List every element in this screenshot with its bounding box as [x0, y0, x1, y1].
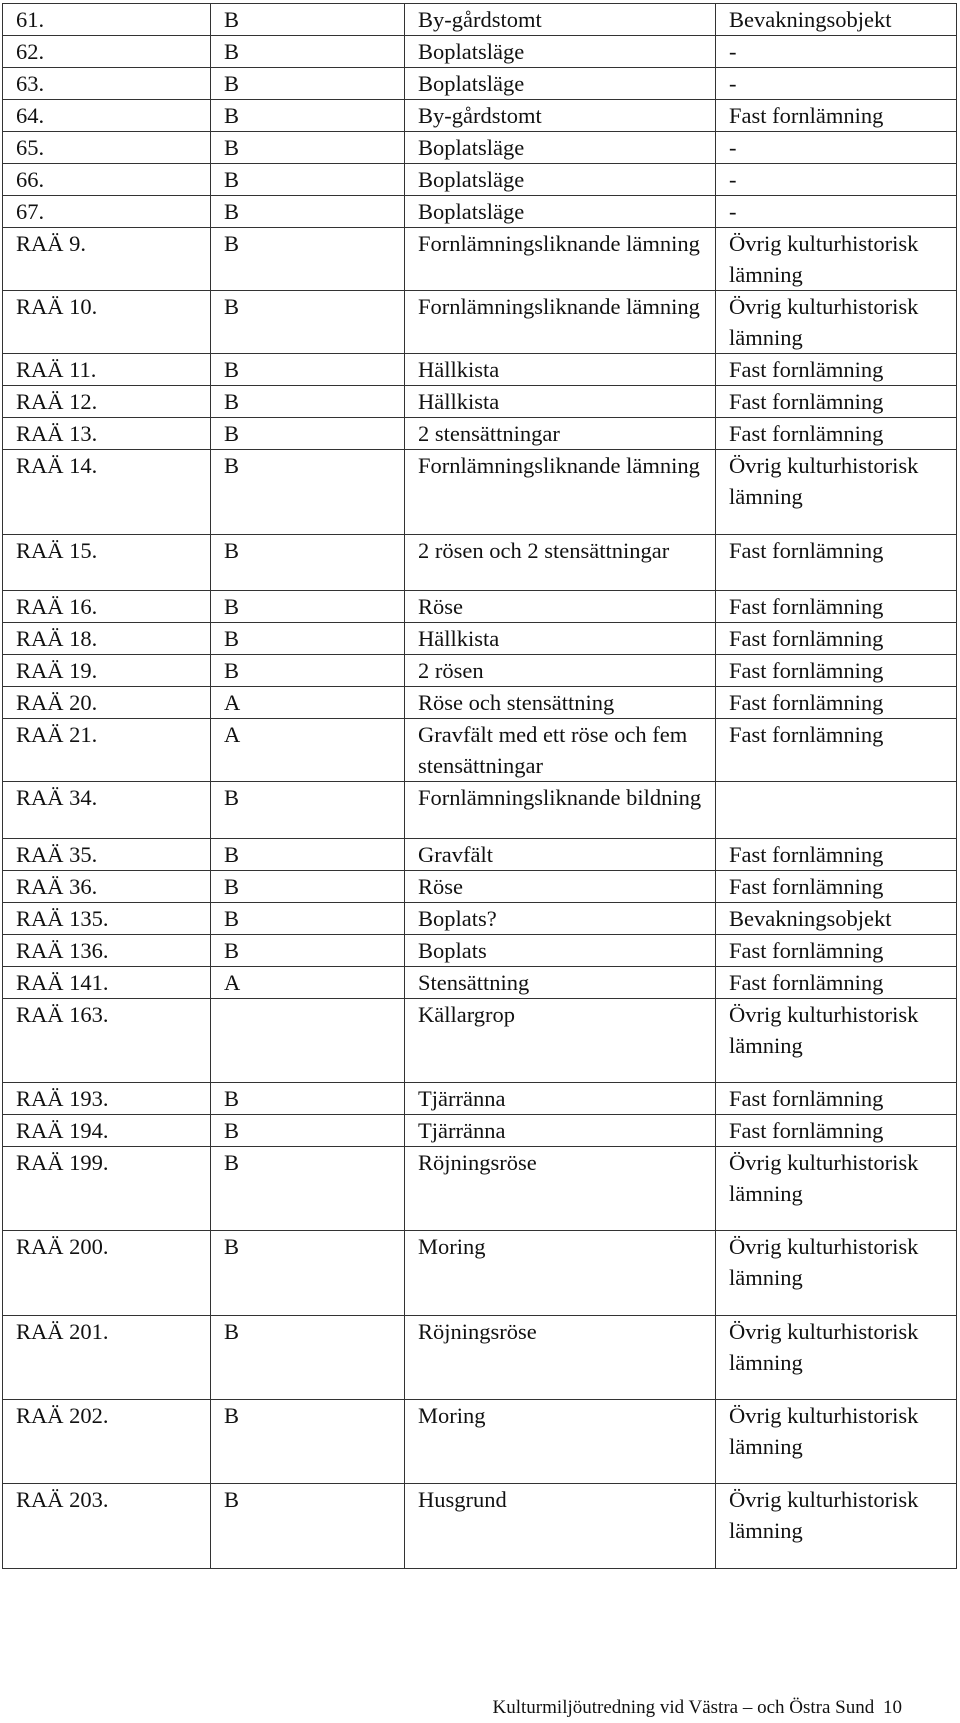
site-id-cell: RAÄ 203. — [3, 1484, 211, 1569]
class-cell: B — [211, 935, 405, 967]
status-cell: Fast fornlämning — [716, 386, 957, 418]
type-cell: Hällkista — [405, 354, 716, 386]
status-cell: Fast fornlämning — [716, 967, 957, 999]
type-cell: Boplats? — [405, 903, 716, 935]
class-cell: B — [211, 386, 405, 418]
type-cell: Röse — [405, 871, 716, 903]
table-row — [3, 1400, 957, 1484]
status-cell: Bevakningsobjekt — [716, 4, 957, 36]
table-row — [3, 228, 957, 291]
class-cell: B — [211, 36, 405, 68]
type-cell: Fornlämningsliknande lämning — [405, 228, 716, 291]
type-cell: Tjärränna — [405, 1083, 716, 1115]
table-row — [3, 100, 957, 132]
site-id-cell: RAÄ 15. — [3, 535, 211, 591]
status-cell: Övrig kulturhistorisk lämning — [716, 1316, 957, 1400]
type-cell: Moring — [405, 1231, 716, 1316]
table-row — [3, 687, 957, 719]
status-cell: Fast fornlämning — [716, 354, 957, 386]
type-cell: Boplatsläge — [405, 164, 716, 196]
status-cell: Fast fornlämning — [716, 623, 957, 655]
status-cell: Fast fornlämning — [716, 591, 957, 623]
site-id-cell: RAÄ 11. — [3, 354, 211, 386]
table-row — [3, 935, 957, 967]
page-number: 10 — [883, 1697, 902, 1718]
site-register-table — [2, 3, 957, 1569]
class-cell: B — [211, 1115, 405, 1147]
type-cell: Röjningsröse — [405, 1316, 716, 1400]
status-cell: - — [716, 68, 957, 100]
status-cell: Övrig kulturhistorisk lämning — [716, 1484, 957, 1569]
site-id-cell: 66. — [3, 164, 211, 196]
class-cell: B — [211, 623, 405, 655]
table-row — [3, 291, 957, 354]
class-cell: B — [211, 196, 405, 228]
status-cell: Övrig kulturhistorisk lämning — [716, 999, 957, 1083]
status-cell: Fast fornlämning — [716, 418, 957, 450]
site-id-cell: RAÄ 20. — [3, 687, 211, 719]
class-cell: A — [211, 967, 405, 999]
status-cell: Fast fornlämning — [716, 719, 957, 782]
table-row — [3, 871, 957, 903]
class-cell: B — [211, 655, 405, 687]
table-row — [3, 967, 957, 999]
type-cell: Gravfält med ett röse och fem stensättningar — [405, 719, 716, 782]
site-id-cell: RAÄ 136. — [3, 935, 211, 967]
site-id-cell: RAÄ 135. — [3, 903, 211, 935]
table-row — [3, 354, 957, 386]
site-id-cell: RAÄ 163. — [3, 999, 211, 1083]
status-cell: Fast fornlämning — [716, 1115, 957, 1147]
table-row — [3, 1484, 957, 1569]
site-id-cell: 62. — [3, 36, 211, 68]
status-cell: Övrig kulturhistorisk lämning — [716, 1231, 957, 1316]
class-cell: B — [211, 839, 405, 871]
site-id-cell: RAÄ 34. — [3, 782, 211, 839]
class-cell: B — [211, 4, 405, 36]
class-cell: A — [211, 687, 405, 719]
type-cell: Röse och stensättning — [405, 687, 716, 719]
class-cell: B — [211, 1316, 405, 1400]
table-row — [3, 164, 957, 196]
table-row — [3, 719, 957, 782]
status-cell: - — [716, 36, 957, 68]
type-cell: Tjärränna — [405, 1115, 716, 1147]
type-cell: 2 rösen och 2 stensättningar — [405, 535, 716, 591]
status-cell: - — [716, 196, 957, 228]
type-cell: Boplatsläge — [405, 36, 716, 68]
site-id-cell: RAÄ 200. — [3, 1231, 211, 1316]
status-cell: - — [716, 132, 957, 164]
type-cell: Röse — [405, 591, 716, 623]
site-id-cell: 64. — [3, 100, 211, 132]
type-cell: Gravfält — [405, 839, 716, 871]
status-cell: Fast fornlämning — [716, 687, 957, 719]
site-id-cell: RAÄ 35. — [3, 839, 211, 871]
table-row — [3, 535, 957, 591]
table-row — [3, 132, 957, 164]
status-cell: Fast fornlämning — [716, 935, 957, 967]
type-cell: Fornlämningsliknande lämning — [405, 291, 716, 354]
site-id-cell: RAÄ 18. — [3, 623, 211, 655]
site-id-cell: RAÄ 13. — [3, 418, 211, 450]
site-id-cell: 63. — [3, 68, 211, 100]
type-cell: Stensättning — [405, 967, 716, 999]
site-register-body — [3, 4, 957, 1569]
type-cell: 2 stensättningar — [405, 418, 716, 450]
table-row — [3, 1083, 957, 1115]
table-row — [3, 591, 957, 623]
site-id-cell: 67. — [3, 196, 211, 228]
site-id-cell: RAÄ 36. — [3, 871, 211, 903]
status-cell: Övrig kulturhistorisk lämning — [716, 1147, 957, 1231]
type-cell: Moring — [405, 1400, 716, 1484]
status-cell: Övrig kulturhistorisk lämning — [716, 291, 957, 354]
type-cell: Boplatsläge — [405, 196, 716, 228]
type-cell: Fornlämningsliknande bildning — [405, 782, 716, 839]
table-row — [3, 655, 957, 687]
site-id-cell: RAÄ 141. — [3, 967, 211, 999]
site-id-cell: RAÄ 199. — [3, 1147, 211, 1231]
type-cell: By-gårdstomt — [405, 4, 716, 36]
type-cell: Boplatsläge — [405, 68, 716, 100]
class-cell: B — [211, 1083, 405, 1115]
table-row — [3, 782, 957, 839]
type-cell: By-gårdstomt — [405, 100, 716, 132]
site-id-cell: RAÄ 19. — [3, 655, 211, 687]
status-cell: Bevakningsobjekt — [716, 903, 957, 935]
status-cell: Övrig kulturhistorisk lämning — [716, 450, 957, 535]
status-cell: Fast fornlämning — [716, 839, 957, 871]
type-cell: Källargrop — [405, 999, 716, 1083]
site-id-cell: RAÄ 21. — [3, 719, 211, 782]
status-cell: Fast fornlämning — [716, 1083, 957, 1115]
class-cell: B — [211, 535, 405, 591]
site-id-cell: RAÄ 10. — [3, 291, 211, 354]
footer-title: Kulturmiljöutredning vid Västra – och Östra Sund — [492, 1697, 875, 1718]
class-cell: B — [211, 871, 405, 903]
class-cell: B — [211, 100, 405, 132]
class-cell: B — [211, 591, 405, 623]
site-id-cell: RAÄ 201. — [3, 1316, 211, 1400]
class-cell: B — [211, 450, 405, 535]
type-cell: Röjningsröse — [405, 1147, 716, 1231]
site-id-cell: RAÄ 202. — [3, 1400, 211, 1484]
table-row — [3, 999, 957, 1083]
page-footer — [489, 1697, 902, 1719]
table-row — [3, 68, 957, 100]
table-row — [3, 36, 957, 68]
class-cell: B — [211, 903, 405, 935]
table-row — [3, 903, 957, 935]
type-cell: Hällkista — [405, 623, 716, 655]
table-row — [3, 623, 957, 655]
class-cell — [211, 999, 405, 1083]
site-id-cell: RAÄ 16. — [3, 591, 211, 623]
status-cell: Övrig kulturhistorisk lämning — [716, 228, 957, 291]
table-row — [3, 1147, 957, 1231]
status-cell: Fast fornlämning — [716, 871, 957, 903]
class-cell: B — [211, 418, 405, 450]
type-cell: Boplatsläge — [405, 132, 716, 164]
table-row — [3, 196, 957, 228]
status-cell: Fast fornlämning — [716, 100, 957, 132]
class-cell: B — [211, 354, 405, 386]
type-cell: 2 rösen — [405, 655, 716, 687]
site-id-cell: RAÄ 193. — [3, 1083, 211, 1115]
table-row — [3, 1316, 957, 1400]
table-row — [3, 839, 957, 871]
site-id-cell: RAÄ 194. — [3, 1115, 211, 1147]
class-cell: B — [211, 1147, 405, 1231]
table-row — [3, 1231, 957, 1316]
status-cell: - — [716, 164, 957, 196]
class-cell: B — [211, 291, 405, 354]
class-cell: B — [211, 1231, 405, 1316]
status-cell: Fast fornlämning — [716, 655, 957, 687]
table-row — [3, 386, 957, 418]
type-cell: Fornlämningsliknande lämning — [405, 450, 716, 535]
class-cell: B — [211, 1400, 405, 1484]
status-cell — [716, 782, 957, 839]
site-id-cell: RAÄ 14. — [3, 450, 211, 535]
type-cell: Boplats — [405, 935, 716, 967]
site-id-cell: RAÄ 9. — [3, 228, 211, 291]
site-id-cell: RAÄ 12. — [3, 386, 211, 418]
class-cell: B — [211, 132, 405, 164]
status-cell: Övrig kulturhistorisk lämning — [716, 1400, 957, 1484]
site-id-cell: 65. — [3, 132, 211, 164]
type-cell: Husgrund — [405, 1484, 716, 1569]
table-row — [3, 418, 957, 450]
class-cell: B — [211, 68, 405, 100]
class-cell: B — [211, 782, 405, 839]
class-cell: B — [211, 1484, 405, 1569]
status-cell: Fast fornlämning — [716, 535, 957, 591]
type-cell: Hällkista — [405, 386, 716, 418]
table-row — [3, 1115, 957, 1147]
site-id-cell: 61. — [3, 4, 211, 36]
class-cell: B — [211, 228, 405, 291]
class-cell: A — [211, 719, 405, 782]
table-row — [3, 450, 957, 535]
class-cell: B — [211, 164, 405, 196]
table-row — [3, 4, 957, 36]
